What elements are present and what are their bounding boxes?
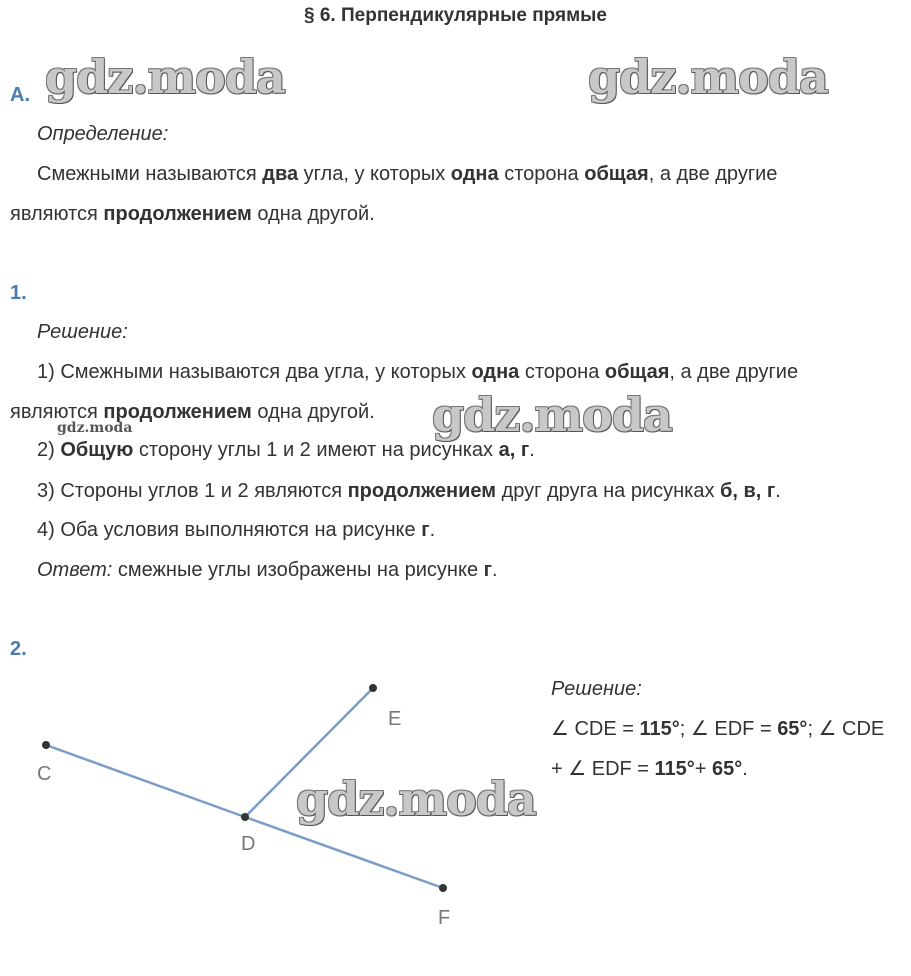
label-d: D [241, 833, 256, 855]
watermark: gdz.moda [296, 772, 536, 826]
watermark-small: gdz.moda [57, 420, 133, 436]
definition-label: Определение: [37, 123, 169, 145]
point-d [241, 813, 249, 821]
answer-line: Ответ: смежные углы изображены на рисунке г. [37, 559, 498, 581]
solution-2-line-1: ∠ CDE = 115°; ∠ EDF = 65°; ∠ CDE [551, 718, 885, 740]
section-2-label: 2. [10, 638, 27, 660]
solution-item-2: 2) Общую сторону углы 1 и 2 имеют на рисунках а, г. [37, 439, 535, 461]
watermark: gdz.moda [432, 388, 672, 442]
solution-item-3: 3) Стороны углов 1 и 2 являются продолжением друг друга на рисунках б, в, г. [37, 480, 781, 502]
segment-df [245, 817, 443, 888]
solution-label: Решение: [37, 321, 128, 343]
section-1-label: 1. [10, 282, 27, 304]
definition-line-2: являются продолжением одна другой. [10, 203, 375, 225]
segment-cd [46, 745, 245, 817]
section-a-label: А. [10, 84, 30, 106]
watermark: gdz.moda [45, 50, 285, 104]
solution-2-line-2: + ∠ EDF = 115°+ 65°. [551, 758, 748, 780]
page-title: § 6. Перпендикулярные прямые [304, 5, 607, 26]
label-e: E [388, 708, 402, 730]
label-c: C [37, 763, 52, 785]
solution-item-4: 4) Оба условия выполняются на рисунке г. [37, 519, 436, 541]
point-c [42, 741, 50, 749]
point-f [439, 884, 447, 892]
watermark: gdz.moda [588, 50, 828, 104]
solution-item-1-line-2: являются продолжением одна другой. [10, 401, 375, 423]
definition-line-1: Смежными называются два угла, у которых одна сторона общая, а две другие [37, 163, 778, 185]
point-e [369, 684, 377, 692]
solution-2-label: Решение: [551, 678, 642, 700]
solution-item-1-line-1: 1) Смежными называются два угла, у которых одна сторона общая, а две другие [37, 361, 799, 383]
label-f: F [438, 907, 451, 929]
